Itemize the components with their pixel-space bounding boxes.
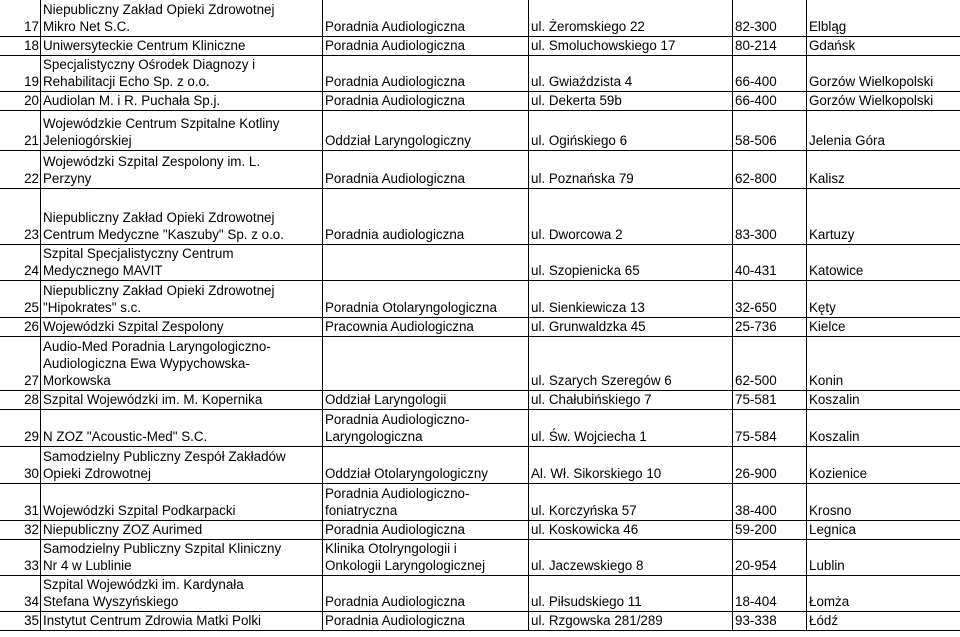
table-row — [0, 540, 960, 576]
table-row — [0, 521, 960, 540]
row-number: 31 — [0, 484, 41, 521]
row-number: 34 — [0, 576, 41, 612]
institution-name: Szpital Wojewódzki im. Kardynała Stefana Wyszyńskiego — [41, 576, 323, 612]
unit-name: Klinika Otolryngologii i Onkologii Laryngologicznej — [323, 540, 529, 576]
street-address: ul. Sienkiewicza 13 — [529, 281, 733, 318]
unit-name — [323, 245, 529, 281]
street-address: ul. Korczyńska 57 — [529, 484, 733, 521]
unit-name: Poradnia Audiologiczna — [323, 56, 529, 92]
institution-name: Szpital Wojewódzki im. M. Kopernika — [41, 391, 323, 410]
row-number: 20 — [0, 92, 41, 111]
unit-name: Poradnia Audiologiczna — [323, 92, 529, 111]
street-address: ul. Chałubińskiego 7 — [529, 391, 733, 410]
city: Krosno — [807, 484, 960, 521]
institution-name: Wojewódzki Szpital Podkarpacki — [41, 484, 323, 521]
street-address: ul. Rzgowska 281/289 — [529, 612, 733, 631]
institution-name: Wojewódzki Szpital Zespolony — [41, 318, 323, 337]
postal-code: 75-581 — [733, 391, 807, 410]
postal-code: 82-300 — [733, 0, 807, 37]
city: Lublin — [807, 540, 960, 576]
city: Legnica — [807, 521, 960, 540]
table-row — [0, 447, 960, 484]
table-row — [0, 391, 960, 410]
institution-name: Audio-Med Poradnia Laryngologiczno- Audiologiczna Ewa Wypychowska- Morkowska — [41, 337, 323, 391]
city: Konin — [807, 337, 960, 391]
unit-name: Poradnia Audiologiczna — [323, 576, 529, 612]
unit-name: Poradnia Audiologiczna — [323, 37, 529, 56]
postal-code: 58-506 — [733, 111, 807, 151]
street-address: Al. Wł. Sikorskiego 10 — [529, 447, 733, 484]
institution-name: Specjalistyczny Ośrodek Diagnozy i Rehabilitacji Echo Sp. z o.o. — [41, 56, 323, 92]
row-number: 18 — [0, 37, 41, 56]
street-address: ul. Koskowicka 46 — [529, 521, 733, 540]
table-row — [0, 410, 960, 447]
table-row — [0, 281, 960, 318]
postal-code: 80-214 — [733, 37, 807, 56]
row-number: 19 — [0, 56, 41, 92]
table-row — [0, 245, 960, 281]
institution-name: Niepubliczny ZOZ Aurimed — [41, 521, 323, 540]
city: Kielce — [807, 318, 960, 337]
postal-code: 26-900 — [733, 447, 807, 484]
table-row — [0, 92, 960, 111]
institution-name: Niepubliczny Zakład Opieki Zdrowotnej Centrum Medyczne "Kaszuby" Sp. z o.o. — [41, 189, 323, 245]
table-row — [0, 337, 960, 391]
unit-name: Poradnia Audiologiczna — [323, 612, 529, 631]
row-number: 23 — [0, 189, 41, 245]
postal-code: 75-584 — [733, 410, 807, 447]
postal-code: 93-338 — [733, 612, 807, 631]
postal-code: 62-800 — [733, 151, 807, 189]
street-address: ul. Dekerta 59b — [529, 92, 733, 111]
street-address: ul. Szopienicka 65 — [529, 245, 733, 281]
institution-name: Instytut Centrum Zdrowia Matki Polki — [41, 612, 323, 631]
row-number: 21 — [0, 111, 41, 151]
city: Gorzów Wielkopolski — [807, 92, 960, 111]
street-address: ul. Ogińskiego 6 — [529, 111, 733, 151]
institution-name: Niepubliczny Zakład Opieki Zdrowotnej Mikro Net S.C. — [41, 0, 323, 37]
table-row — [0, 576, 960, 612]
institution-name: Samodzielny Publiczny Szpital Kliniczny Nr 4 w Lublinie — [41, 540, 323, 576]
street-address: ul. Szarych Szeregów 6 — [529, 337, 733, 391]
postal-code: 25-736 — [733, 318, 807, 337]
institution-name: Wojewódzki Szpital Zespolony im. L. Perzyny — [41, 151, 323, 189]
unit-name: Pracownia Audiologiczna — [323, 318, 529, 337]
table-row — [0, 484, 960, 521]
table-row — [0, 0, 960, 37]
street-address: ul. Gwiaździsta 4 — [529, 56, 733, 92]
table-row — [0, 189, 960, 245]
street-address: ul. Poznańska 79 — [529, 151, 733, 189]
postal-code: 62-500 — [733, 337, 807, 391]
institution-name: Niepubliczny Zakład Opieki Zdrowotnej "Hipokrates" s.c. — [41, 281, 323, 318]
row-number: 33 — [0, 540, 41, 576]
street-address: ul. Dworcowa 2 — [529, 189, 733, 245]
city: Koszalin — [807, 391, 960, 410]
table-row — [0, 318, 960, 337]
row-number: 32 — [0, 521, 41, 540]
row-number: 26 — [0, 318, 41, 337]
row-number: 22 — [0, 151, 41, 189]
unit-name: Poradnia Audiologiczno- foniatryczna — [323, 484, 529, 521]
row-number: 35 — [0, 612, 41, 631]
postal-code: 38-400 — [733, 484, 807, 521]
unit-name: Poradnia audiologiczna — [323, 189, 529, 245]
table-row — [0, 111, 960, 151]
city: Łomża — [807, 576, 960, 612]
city: Łódź — [807, 612, 960, 631]
unit-name: Oddział Laryngologiczny — [323, 111, 529, 151]
row-number: 30 — [0, 447, 41, 484]
city: Koszalin — [807, 410, 960, 447]
row-number: 28 — [0, 391, 41, 410]
row-number: 17 — [0, 0, 41, 37]
row-number: 29 — [0, 410, 41, 447]
table-row — [0, 151, 960, 189]
city: Kęty — [807, 281, 960, 318]
row-number: 25 — [0, 281, 41, 318]
city: Katowice — [807, 245, 960, 281]
unit-name: Oddział Otolaryngologiczny — [323, 447, 529, 484]
postal-code: 83-300 — [733, 189, 807, 245]
unit-name — [323, 337, 529, 391]
street-address: ul. Jaczewskiego 8 — [529, 540, 733, 576]
street-address: ul. Piłsudskiego 11 — [529, 576, 733, 612]
postal-code: 40-431 — [733, 245, 807, 281]
street-address: ul. Grunwaldzka 45 — [529, 318, 733, 337]
row-number: 24 — [0, 245, 41, 281]
city: Jelenia Góra — [807, 111, 960, 151]
city: Gorzów Wielkopolski — [807, 56, 960, 92]
institution-name: N ZOZ "Acoustic-Med" S.C. — [41, 410, 323, 447]
city: Kalisz — [807, 151, 960, 189]
unit-name: Poradnia Audiologiczna — [323, 0, 529, 37]
city: Elbląg — [807, 0, 960, 37]
institution-name: Samodzielny Publiczny Zespół Zakładów Opieki Zdrowotnej — [41, 447, 323, 484]
row-number: 27 — [0, 337, 41, 391]
city: Kartuzy — [807, 189, 960, 245]
unit-name: Poradnia Audiologiczna — [323, 151, 529, 189]
unit-name: Poradnia Otolaryngologiczna — [323, 281, 529, 318]
unit-name: Poradnia Audiologiczna — [323, 521, 529, 540]
street-address: ul. Żeromskiego 22 — [529, 0, 733, 37]
institution-name: Szpital Specjalistyczny Centrum Medycznego MAVIT — [41, 245, 323, 281]
street-address: ul. Smoluchowskiego 17 — [529, 37, 733, 56]
postal-code: 32-650 — [733, 281, 807, 318]
table-row — [0, 37, 960, 56]
institution-name: Wojewódzkie Centrum Szpitalne Kotliny Jeleniogórskiej — [41, 111, 323, 151]
postal-code: 20-954 — [733, 540, 807, 576]
table-row — [0, 612, 960, 631]
postal-code: 59-200 — [733, 521, 807, 540]
city: Kozienice — [807, 447, 960, 484]
city: Gdańsk — [807, 37, 960, 56]
postal-code: 66-400 — [733, 56, 807, 92]
postal-code: 18-404 — [733, 576, 807, 612]
street-address: ul. Św. Wojciecha 1 — [529, 410, 733, 447]
institution-name: Audiolan M. i R. Puchała Sp.j. — [41, 92, 323, 111]
postal-code: 66-400 — [733, 92, 807, 111]
institution-name: Uniwersyteckie Centrum Kliniczne — [41, 37, 323, 56]
table-row — [0, 56, 960, 92]
unit-name: Poradnia Audiologiczno- Laryngologiczna — [323, 410, 529, 447]
unit-name: Oddział Laryngologii — [323, 391, 529, 410]
